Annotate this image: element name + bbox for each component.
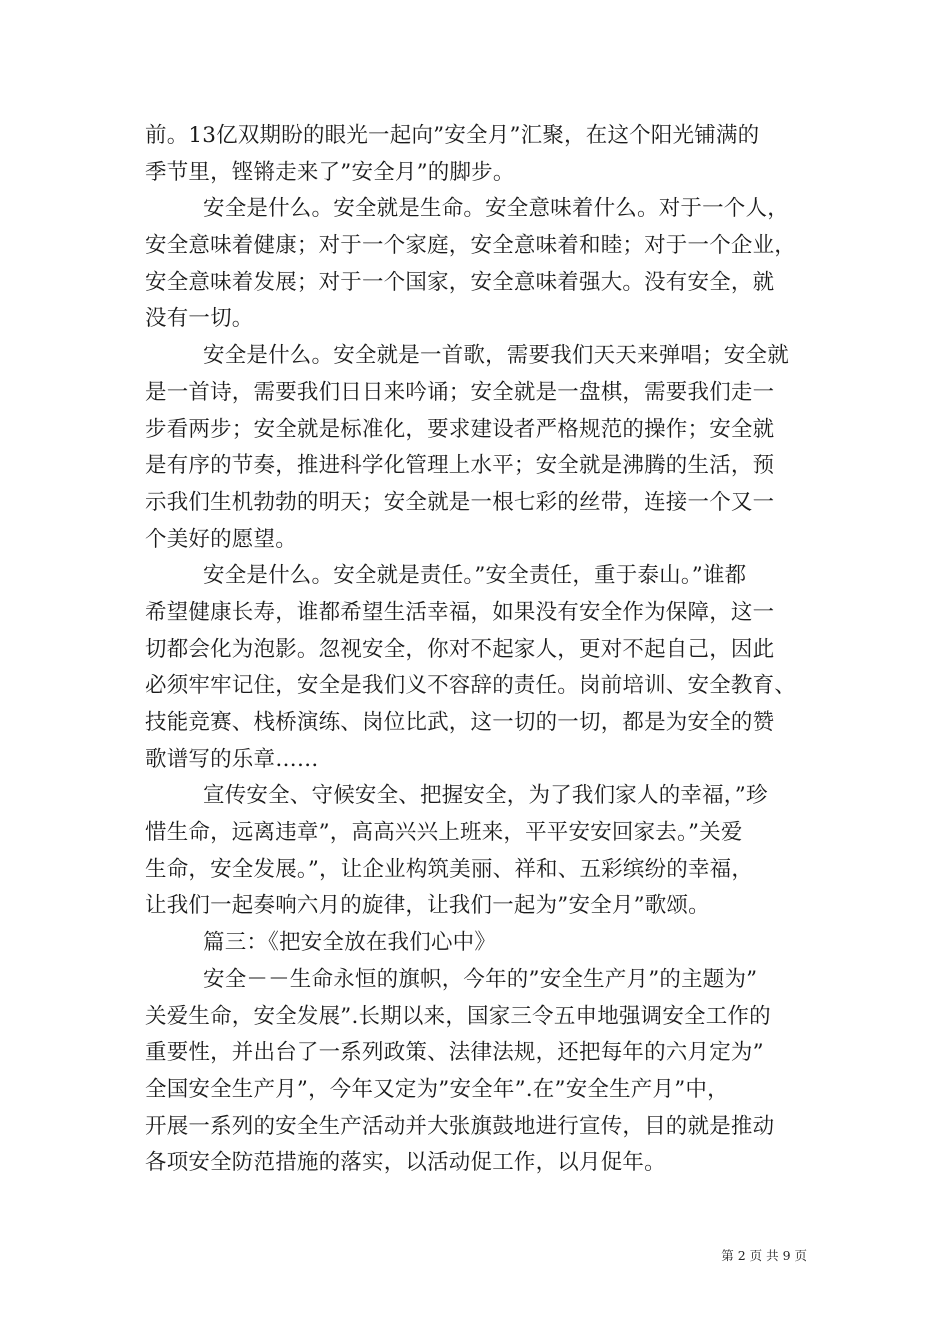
text-line: 必须牢牢记住，安全是我们义不容辞的责任。岗前培训、安全教育、	[145, 673, 797, 699]
text-line: 没有一切。	[145, 306, 254, 332]
paragraph-first-line: 安全是什么。安全就是一首歌，需要我们天天来弹唱；安全就	[203, 343, 789, 369]
text-line: 让我们一起奏响六月的旋律，让我们一起为”安全月”歌颂。	[145, 893, 710, 919]
text-line: 歌谱写的乐章……	[145, 746, 319, 772]
paragraph-first-line: 安全－－生命永恒的旗帜，今年的”安全生产月”的主题为”	[203, 966, 758, 992]
text-line: 惜生命，远离违章”，高高兴兴上班来，平平安安回家去。”关爱	[145, 820, 743, 846]
text-line: 前。13亿双期盼的眼光一起向”安全月”汇聚，在这个阳光铺满的	[145, 123, 760, 148]
text-line: 是一首诗，需要我们日日来吟诵；安全就是一盘棋，需要我们走一	[145, 379, 775, 405]
paragraph-first-line: 安全是什么。安全就是责任。”安全责任，重于泰山。”谁都	[203, 563, 747, 589]
text-line: 关爱生命，安全发展”.长期以来，国家三令五申地强调安全工作的	[145, 1003, 771, 1029]
text-line: 步看两步；安全就是标准化，要求建设者严格规范的操作；安全就	[145, 416, 775, 442]
text-line: 全国安全生产月”，今年又定为”安全年”.在”安全生产月”中，	[145, 1076, 729, 1102]
page-number: 第 2 页 共 9 页	[721, 1248, 807, 1263]
text-line: 各项安全防范措施的落实，以活动促工作，以月促年。	[145, 1150, 666, 1176]
text-line: 季节里，铿锵走来了”安全月”的脚步。	[145, 159, 515, 185]
text-line: 开展一系列的安全生产活动并大张旗鼓地进行宣传，目的就是推动	[145, 1113, 775, 1139]
text-line: 希望健康长寿，谁都希望生活幸福，如果没有安全作为保障，这一	[145, 599, 775, 625]
text-line: 生命，安全发展。”，让企业构筑美丽、祥和、五彩缤纷的幸福，	[145, 856, 754, 882]
text-line: 安全意味着健康；对于一个家庭，安全意味着和睦；对于一个企业，	[145, 233, 797, 259]
paragraph-first-line: 宣传安全、守候安全、把握安全，为了我们家人的幸福，”珍	[203, 783, 768, 809]
document-body	[145, 118, 810, 1182]
text-line: 切都会化为泡影。忽视安全，你对不起家人，更对不起自己，因此	[145, 636, 775, 662]
text-line: 示我们生机勃勃的明天；安全就是一根七彩的丝带，连接一个又一	[145, 489, 775, 515]
text-line: 重要性，并出台了一系列政策、法律法规，还把每年的六月定为”	[145, 1040, 764, 1066]
paragraph-first-line: 篇三：《把安全放在我们心中》	[203, 930, 497, 956]
paragraph-first-line: 安全是什么。安全就是生命。安全意味着什么。对于一个人，	[203, 196, 789, 222]
text-line: 个美好的愿望。	[145, 526, 297, 552]
text-line: 安全意味着发展；对于一个国家，安全意味着强大。没有安全，就	[145, 269, 775, 295]
text-line: 是有序的节奏，推进科学化管理上水平；安全就是沸腾的生活，预	[145, 453, 775, 479]
text-line: 技能竞赛、栈桥演练、岗位比武，这一切的一切，都是为安全的赞	[145, 710, 775, 735]
